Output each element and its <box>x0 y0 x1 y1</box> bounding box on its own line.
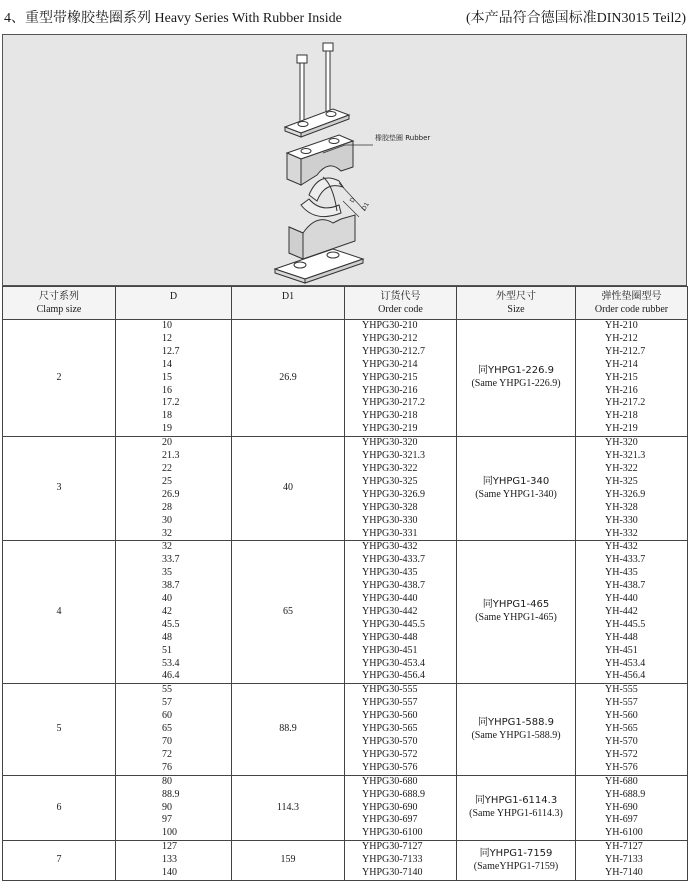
d-value: 133 <box>162 854 177 866</box>
size-cell <box>457 437 576 541</box>
d1-cell <box>232 320 345 437</box>
rubber-codes-cell <box>576 320 688 437</box>
dim-d1-label: D1 <box>360 201 371 212</box>
d-value: 40 <box>162 593 172 605</box>
size-en: (Same YHPG1-226.9) <box>471 378 561 390</box>
order-codes-cell <box>345 841 457 881</box>
rubber-codes-cell <box>576 775 688 841</box>
rubber-code: YH-565 <box>605 723 638 735</box>
size-cell <box>457 684 576 775</box>
d-value: 32 <box>162 541 172 553</box>
d-value: 32 <box>162 527 172 539</box>
rubber-code: YH-214 <box>605 358 638 370</box>
order-code: YHPG30-435 <box>362 567 418 579</box>
rubber-code: YH-325 <box>605 475 638 487</box>
bolt-left <box>297 55 307 125</box>
spec-table <box>2 286 688 881</box>
order-code: YHPG30-321.3 <box>362 450 426 462</box>
rubber-upper <box>309 178 343 201</box>
size-zh: 同YHPG1-588.9 <box>477 716 554 728</box>
d-value: 21.3 <box>162 450 180 462</box>
order-code: YHPG30-7140 <box>362 867 423 879</box>
d-values-cell <box>116 437 232 541</box>
rubber-code: YH-218 <box>605 410 638 422</box>
order-codes-cell <box>345 437 457 541</box>
d-value: 18 <box>162 410 172 422</box>
clamp-size-value: 4 <box>56 605 62 617</box>
rubber-codes-cell <box>576 437 688 541</box>
rubber-code: YH-555 <box>605 684 638 696</box>
order-code: YHPG30-448 <box>362 631 418 643</box>
rubber-code: YH-212.7 <box>605 345 646 357</box>
rubber-code: YH-216 <box>605 384 638 396</box>
order-code: YHPG30-212.7 <box>362 345 426 357</box>
d-value: 33.7 <box>162 554 180 566</box>
d-value: 12.7 <box>162 345 180 357</box>
order-code: YHPG30-690 <box>362 801 418 813</box>
rubber-code: YH-451 <box>605 644 638 656</box>
order-code: YHPG30-331 <box>362 527 418 539</box>
order-code: YHPG30-217.2 <box>362 397 426 409</box>
d-value: 25 <box>162 475 172 487</box>
d-value: 12 <box>162 332 172 344</box>
d-value: 80 <box>162 775 172 787</box>
order-code: YHPG30-555 <box>362 684 418 696</box>
table-row <box>3 684 688 775</box>
header-size: 外型尺寸 Size <box>457 287 576 320</box>
order-codes-cell <box>345 320 457 437</box>
clamp-size-value: 3 <box>56 482 62 494</box>
d-value: 65 <box>162 723 172 735</box>
d-value: 76 <box>162 761 172 773</box>
table-header-row <box>3 287 688 320</box>
rubber-code: YH-442 <box>605 605 638 617</box>
rubber-code: YH-445.5 <box>605 618 646 630</box>
rubber-code: YH-322 <box>605 462 638 474</box>
order-code: YHPG30-433.7 <box>362 554 426 566</box>
rubber-code: YH-572 <box>605 748 638 760</box>
order-code: YHPG30-440 <box>362 593 418 605</box>
order-code: YHPG30-680 <box>362 775 418 787</box>
size-cell <box>457 775 576 841</box>
clamp-size-cell <box>3 437 116 541</box>
d-value: 100 <box>162 827 177 839</box>
d-value: 90 <box>162 801 172 813</box>
order-code: YHPG30-215 <box>362 371 418 383</box>
d1-value: 26.9 <box>279 371 297 383</box>
order-code: YHPG30-565 <box>362 723 418 735</box>
rubber-code: YH-453.4 <box>605 657 646 669</box>
d-value: 88.9 <box>162 788 180 800</box>
page-title: 4、重型带橡胶垫圈系列 Heavy Series With Rubber Inside <box>4 11 342 26</box>
d-values-cell <box>116 684 232 775</box>
size-en: (Same YHPG1-340) <box>475 488 557 500</box>
table-row <box>3 841 688 881</box>
order-code: YHPG30-214 <box>362 358 418 370</box>
order-code: YHPG30-572 <box>362 748 418 760</box>
rubber-code: YH-433.7 <box>605 554 646 566</box>
d-value: 60 <box>162 710 172 722</box>
header-d: D <box>116 287 232 320</box>
spec-table-body <box>3 320 688 881</box>
rubber-code: YH-448 <box>605 631 638 643</box>
rubber-code: YH-690 <box>605 801 638 813</box>
order-code: YHPG30-326.9 <box>362 488 426 500</box>
d-value: 70 <box>162 736 172 747</box>
d-value: 28 <box>162 501 172 513</box>
rubber-callout: 橡胶垫圈 Rubber <box>375 134 431 142</box>
rubber-code: YH-576 <box>605 761 638 773</box>
d-value: 46.4 <box>162 670 180 682</box>
size-en: (SameYHPG1-7159) <box>473 860 559 872</box>
order-code: YHPG30-456.4 <box>362 670 426 682</box>
rubber-code: YH-697 <box>605 814 638 826</box>
rubber-code: YH-330 <box>605 514 638 526</box>
rubber-code: YH-332 <box>605 527 638 539</box>
d1-cell <box>232 541 345 684</box>
header-order-code-rubber: 弹性垫圈型号 Order code rubber <box>576 287 688 320</box>
table-row <box>3 775 688 841</box>
order-code: YHPG30-557 <box>362 697 418 709</box>
d-value: 127 <box>162 841 177 853</box>
rubber-code: YH-212 <box>605 332 638 344</box>
size-en: (Same YHPG1-588.9) <box>471 729 561 741</box>
clamp-size-value: 5 <box>56 723 62 735</box>
table-row <box>3 541 688 684</box>
d-value: 72 <box>162 748 172 760</box>
rubber-code: YH-438.7 <box>605 580 646 592</box>
rubber-code: YH-217.2 <box>605 397 646 409</box>
rubber-code: YH-7127 <box>605 841 643 853</box>
d-value: 45.5 <box>162 618 180 630</box>
clamp-size-cell <box>3 775 116 841</box>
rubber-code: YH-326.9 <box>605 488 646 500</box>
order-codes-cell <box>345 684 457 775</box>
clamp-size-value: 2 <box>56 371 62 383</box>
standard-note: (本产品符合德国标准DIN3015 Teil2) <box>465 11 686 26</box>
d-value: 16 <box>162 384 172 396</box>
d-value: 15 <box>162 371 172 383</box>
d-value: 38.7 <box>162 580 180 592</box>
order-code: YHPG30-325 <box>362 475 418 487</box>
table-row <box>3 437 688 541</box>
header-clamp-size: 尺寸系列 Clamp size <box>3 287 116 320</box>
order-code: YHPG30-322 <box>362 462 418 474</box>
d1-value: 40 <box>283 482 293 494</box>
d-value: 14 <box>162 358 172 370</box>
order-code: YHPG30-212 <box>362 332 418 344</box>
size-en: (Same YHPG1-6114.3) <box>469 807 563 819</box>
rubber-code: YH-557 <box>605 697 638 709</box>
d-value: 97 <box>162 814 172 826</box>
d1-value: 159 <box>280 854 296 866</box>
rubber-code: YH-210 <box>605 320 638 331</box>
d-value: 35 <box>162 567 172 579</box>
d-value: 140 <box>162 867 177 879</box>
order-code: YHPG30-7127 <box>362 841 423 853</box>
order-code: YHPG30-330 <box>362 514 418 526</box>
size-en: (Same YHPG1-465) <box>475 612 557 624</box>
d-values-cell <box>116 320 232 437</box>
clamp-size-value: 7 <box>56 854 62 866</box>
rubber-code: YH-432 <box>605 541 638 553</box>
order-code: YHPG30-453.4 <box>362 657 426 669</box>
order-code: YHPG30-219 <box>362 423 418 435</box>
order-code: YHPG30-442 <box>362 605 418 617</box>
order-code: YHPG30-451 <box>362 644 418 656</box>
product-figure <box>2 34 687 286</box>
d-value: 57 <box>162 697 172 709</box>
d1-cell <box>232 437 345 541</box>
rubber-code: YH-328 <box>605 501 638 513</box>
d-value: 30 <box>162 514 172 526</box>
size-zh: 同YHPG1-226.9 <box>477 365 554 377</box>
d1-value: 114.3 <box>276 801 300 813</box>
d-value: 42 <box>162 605 172 617</box>
order-code: YHPG30-328 <box>362 501 418 513</box>
d-values-cell <box>116 541 232 684</box>
order-code: YHPG30-432 <box>362 541 418 553</box>
d-value: 10 <box>162 320 172 331</box>
d-values-cell <box>116 775 232 841</box>
clamp-size-cell <box>3 320 116 437</box>
header-d1: D1 <box>232 287 345 320</box>
d1-cell <box>232 684 345 775</box>
order-code: YHPG30-7133 <box>362 854 423 866</box>
size-cell <box>457 541 576 684</box>
order-code: YHPG30-445.5 <box>362 618 426 630</box>
order-code: YHPG30-560 <box>362 710 418 722</box>
rubber-code: YH-219 <box>605 423 638 435</box>
order-code: YHPG30-210 <box>362 320 418 331</box>
rubber-code: YH-321.3 <box>605 450 646 462</box>
size-cell <box>457 841 576 881</box>
d-value: 55 <box>162 684 172 696</box>
d-value: 20 <box>162 437 172 449</box>
rubber-codes-cell <box>576 684 688 775</box>
size-zh: 同YHPG1-340 <box>482 475 550 487</box>
table-row <box>3 320 688 437</box>
clamp-size-cell <box>3 541 116 684</box>
order-code: YHPG30-6100 <box>362 827 423 839</box>
d-value: 19 <box>162 423 172 435</box>
d1-value: 88.9 <box>279 723 297 735</box>
d-value: 26.9 <box>162 488 180 500</box>
rubber-code: YH-560 <box>605 710 638 722</box>
order-code: YHPG30-218 <box>362 410 418 422</box>
clamp-size-cell <box>3 684 116 775</box>
d-value: 22 <box>162 462 172 474</box>
size-zh: 同YHPG1-465 <box>482 599 550 611</box>
d-value: 17.2 <box>162 397 180 409</box>
exploded-clamp-drawing <box>3 35 686 285</box>
size-cell <box>457 320 576 437</box>
order-code: YHPG30-576 <box>362 761 418 773</box>
d1-cell <box>232 775 345 841</box>
order-code: YHPG30-688.9 <box>362 788 426 800</box>
size-zh: 同YHPG1-7159 <box>479 847 553 859</box>
title-row <box>0 0 690 34</box>
rubber-code: YH-435 <box>605 567 638 579</box>
dim-d-label: D <box>348 196 358 204</box>
rubber-code: YH-688.9 <box>605 788 646 800</box>
rubber-code: YH-7140 <box>605 867 643 879</box>
order-codes-cell <box>345 775 457 841</box>
order-code: YHPG30-697 <box>362 814 418 826</box>
d-value: 48 <box>162 631 172 643</box>
rubber-code: YH-7133 <box>605 854 643 866</box>
d-values-cell <box>116 841 232 881</box>
order-code: YHPG30-320 <box>362 437 418 449</box>
clamp-size-cell <box>3 841 116 881</box>
rubber-code: YH-570 <box>605 736 638 747</box>
rubber-code: YH-215 <box>605 371 638 383</box>
rubber-codes-cell <box>576 841 688 881</box>
order-code: YHPG30-216 <box>362 384 418 396</box>
header-order-code: 订货代号 Order code <box>345 287 457 320</box>
d-value: 53.4 <box>162 657 180 669</box>
rubber-code: YH-6100 <box>605 827 643 839</box>
rubber-code: YH-440 <box>605 593 638 605</box>
rubber-code: YH-456.4 <box>605 670 646 682</box>
size-zh: 同YHPG1-6114.3 <box>474 795 558 807</box>
order-code: YHPG30-570 <box>362 736 418 747</box>
d-value: 51 <box>162 644 172 656</box>
d1-cell <box>232 841 345 881</box>
rubber-code: YH-320 <box>605 437 638 449</box>
d1-value: 65 <box>283 605 293 617</box>
rubber-code: YH-680 <box>605 775 638 787</box>
rubber-codes-cell <box>576 541 688 684</box>
order-codes-cell <box>345 541 457 684</box>
order-code: YHPG30-438.7 <box>362 580 426 592</box>
clamp-size-value: 6 <box>56 801 62 813</box>
